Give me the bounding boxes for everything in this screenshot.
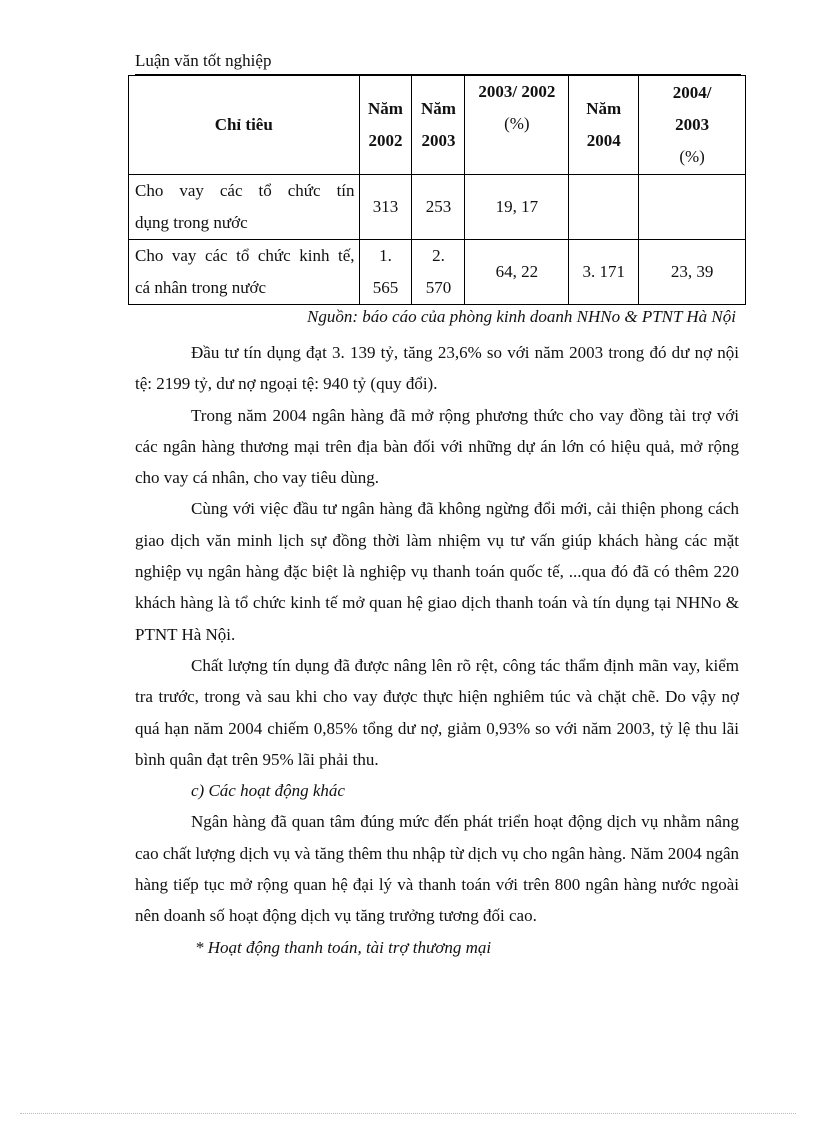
cell-ratio-2: 23, 39 xyxy=(639,240,746,305)
header-chi-tieu: Chỉ tiêu xyxy=(129,76,360,175)
body-text xyxy=(135,337,739,963)
cell-2004 xyxy=(569,175,639,240)
paragraph: Trong năm 2004 ngân hàng đã mở rộng phương thức cho vay đồng tài trợ với các ngân hàng thương mại trên địa bàn đối với những dự án lớn có hiệu quả, mở rộng cho vay cá nhân, cho vay tiêu dùng. xyxy=(135,405,739,488)
document-header xyxy=(135,48,741,75)
header-2003: Năm 2003 xyxy=(412,76,465,175)
table-source: Nguồn: báo cáo của phòng kinh doanh NHNo & PTNT Hà Nội xyxy=(307,307,736,326)
header-2002: Năm 2002 xyxy=(359,76,412,175)
paragraph: Chất lượng tín dụng đã được nâng lên rõ rệt, công tác thẩm định mãn vay, kiểm tra trước, trong và sau khi cho vay được thực hiện nghiêm túc và chặt chẽ. Do vậy nợ quá hạn năm 2004 chiếm 0,85% tổng dư nợ, giảm 0,93% so với năm 2003, tỷ lệ thu lãi bình quân đạt trên 95% lãi phải thu. xyxy=(135,655,739,769)
row-label: Cho vay các tổ chức kinh tế, cá nhân trong nước xyxy=(129,240,360,305)
cell-2004: 3. 171 xyxy=(569,240,639,305)
section-heading: c) Các hoạt động khác xyxy=(191,781,345,801)
paragraph: Ngân hàng đã quan tâm đúng mức đến phát triển hoạt động dịch vụ nhằm nâng cao chất lượng dịch vụ và tăng thêm thu nhập từ dịch vụ cho ngân hàng. Năm 2004 ngân hàng tiếp tục mở rộng quan hệ đại lý và thanh toán với trên 800 ngân hàng nước ngoài nên doanh số hoạt động dịch vụ tăng trưởng tương đối cao. xyxy=(135,812,739,926)
page-bottom-rule xyxy=(20,1113,796,1114)
header-ratio-2003-2002: 2003/ 2002 (%) xyxy=(465,76,569,175)
cell-2003: 2. 570 xyxy=(412,240,465,305)
paragraph: Cùng với việc đầu tư ngân hàng đã không ngừng đổi mới, cải thiện phong cách giao dịch văn minh lịch sự đồng thời làm nhiệm vụ tư vấn giúp khách hàng các mặt nghiệp vụ ngân hàng đặc biệt là nghiệp vụ thanh toán quốc tế, ...qua đó đã có thêm 220 khách hàng là tổ chức kinh tế mở quan hệ giao dịch thanh toán và tín dụng tại NHNo & PTNT Hà Nội. xyxy=(135,499,739,644)
header-title: Luận văn tốt nghiệp xyxy=(135,51,272,70)
subsection-heading: * Hoạt động thanh toán, tài trợ thương mại xyxy=(195,937,492,957)
cell-ratio-2 xyxy=(639,175,746,240)
credit-table xyxy=(128,75,746,305)
table-row xyxy=(129,175,746,240)
cell-2002: 1. 565 xyxy=(359,240,412,305)
table-row xyxy=(129,240,746,305)
table-header-row xyxy=(129,76,746,175)
row-label: Cho vay các tổ chức tín dụng trong nước xyxy=(129,175,360,240)
cell-ratio-1: 64, 22 xyxy=(465,240,569,305)
header-2004: Năm 2004 xyxy=(569,76,639,175)
cell-2003: 253 xyxy=(412,175,465,240)
cell-ratio-1: 19, 17 xyxy=(465,175,569,240)
paragraph: Đầu tư tín dụng đạt 3. 139 tỷ, tăng 23,6% so với năm 2003 trong đó dư nợ nội tệ: 2199 tỷ, dư nợ ngoại tệ: 940 tỷ (quy đổi). xyxy=(135,343,739,394)
cell-2002: 313 xyxy=(359,175,412,240)
header-ratio-2004-2003: 2004/ 2003 (%) xyxy=(639,76,746,175)
